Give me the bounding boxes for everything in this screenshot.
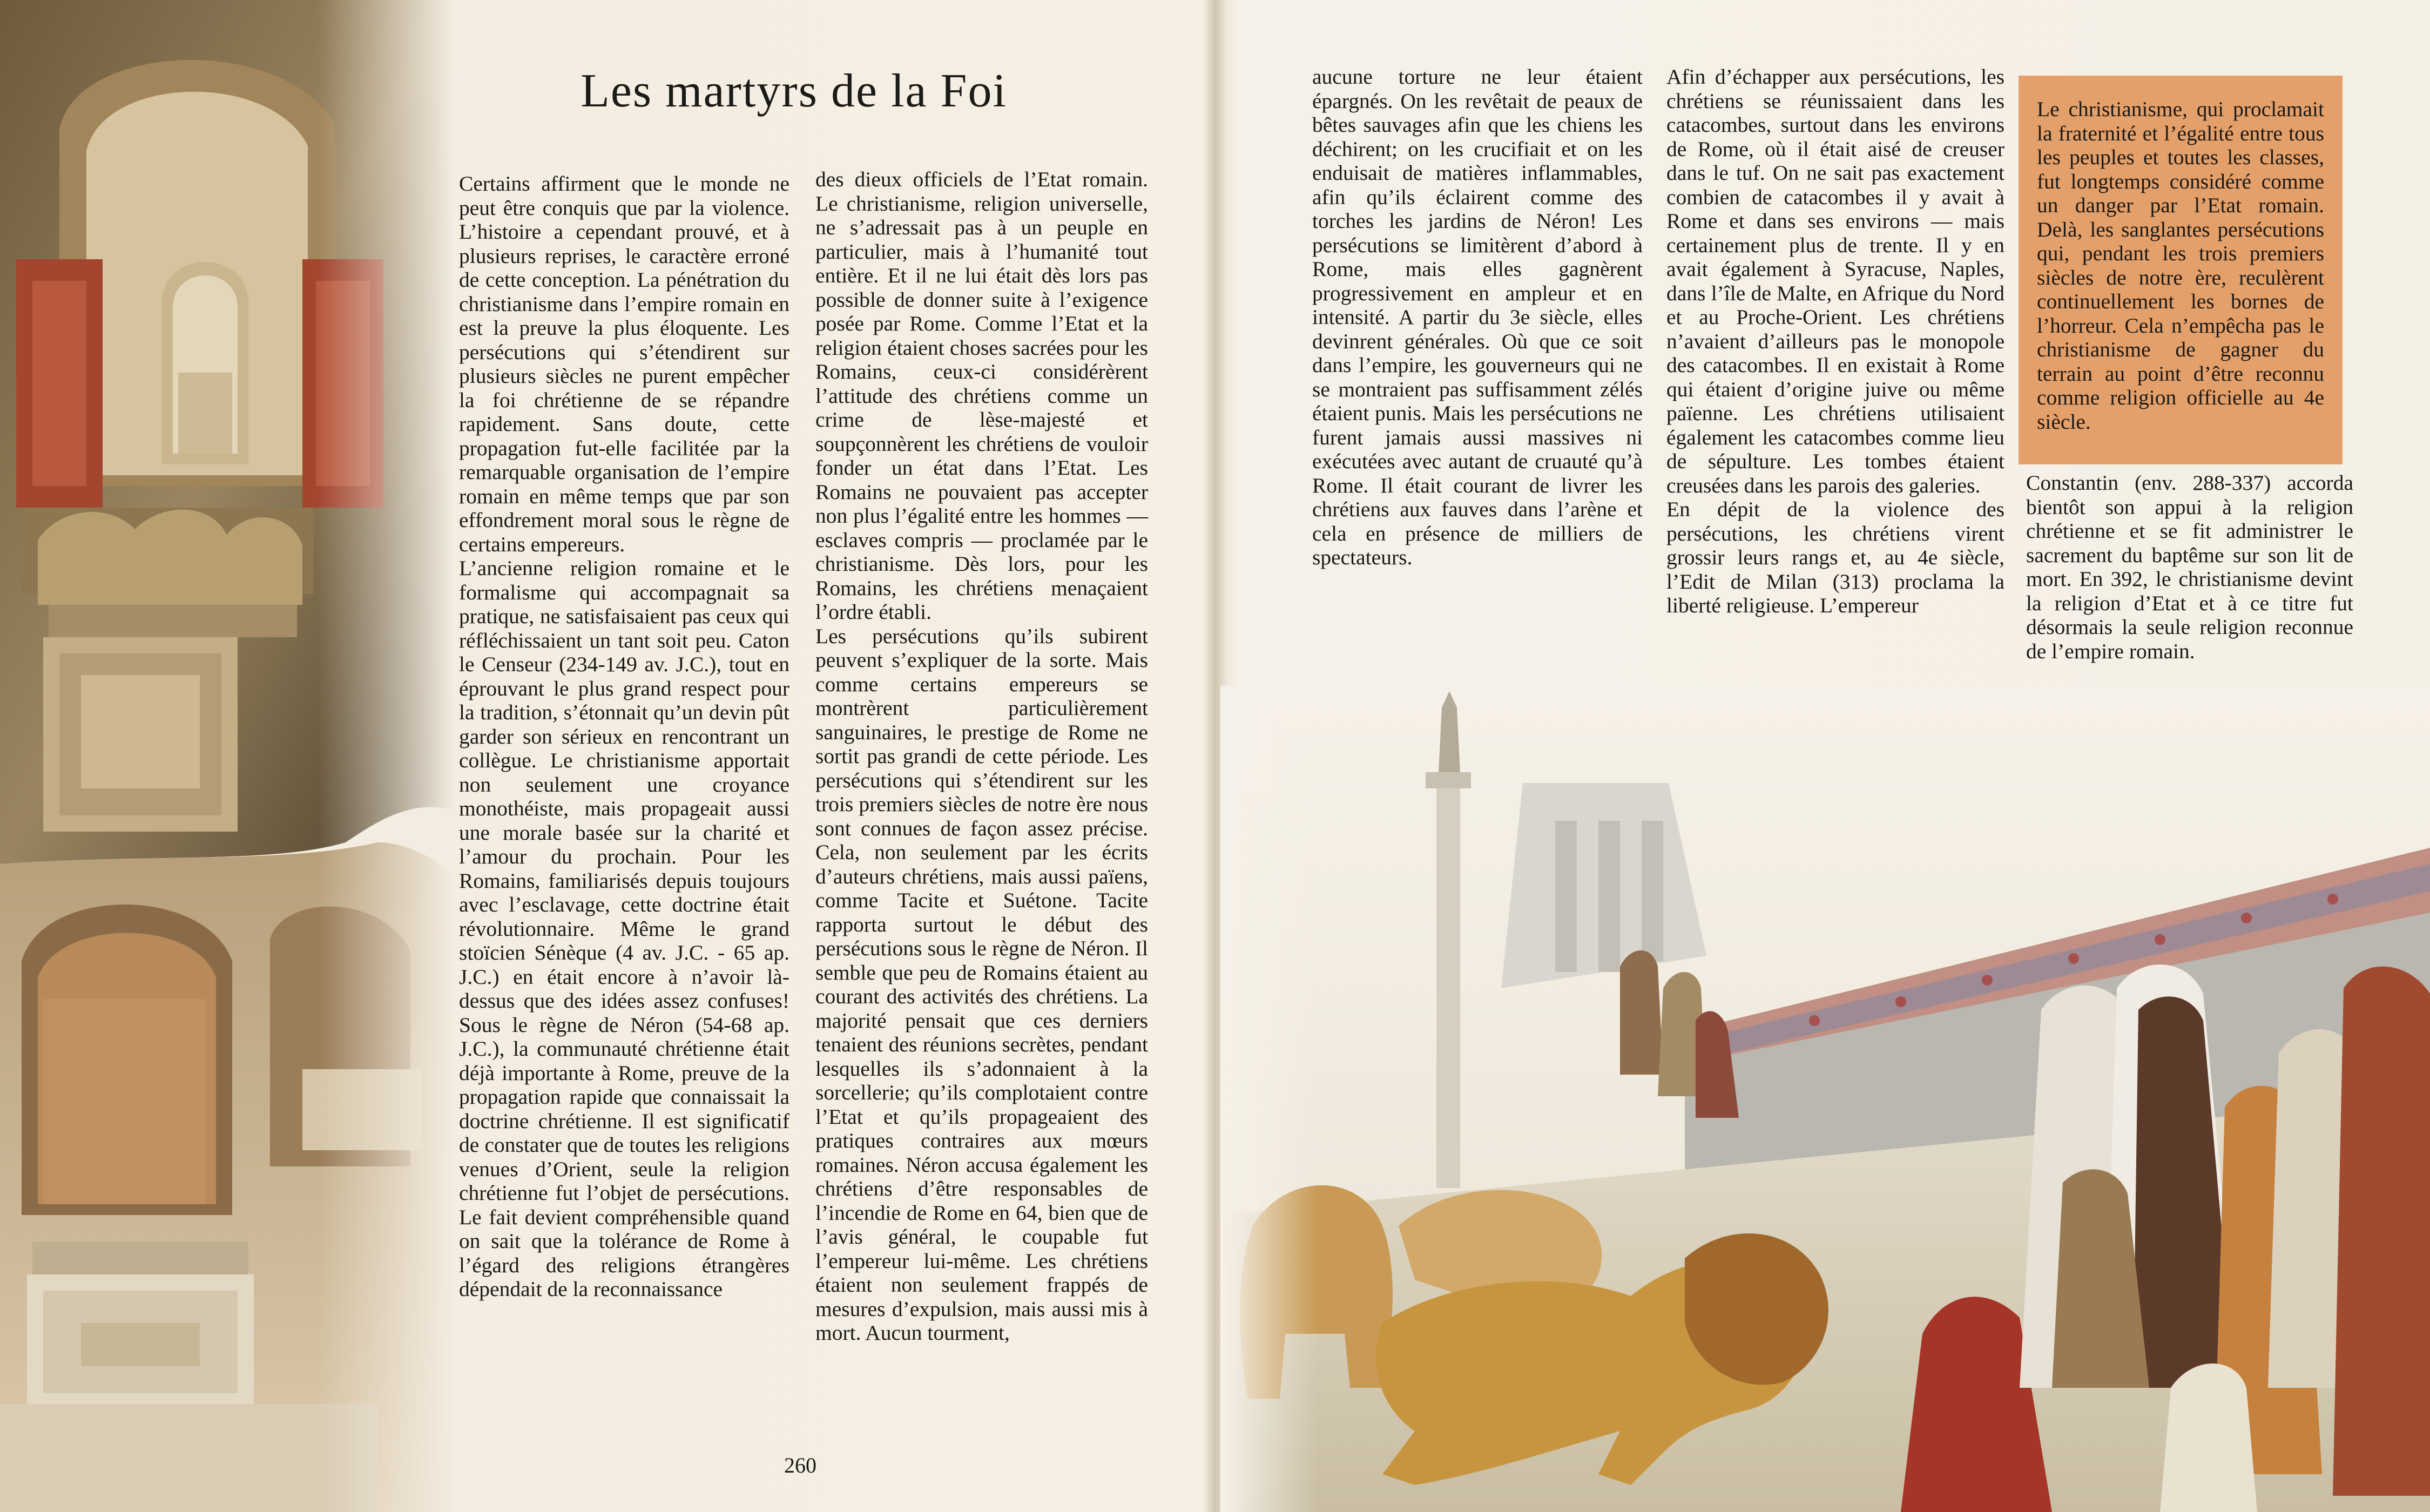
page-number: 260 (784, 1453, 816, 1477)
highlight-text: Le christianisme, qui proclamait la fraternité et l’égalité entre tous les peuples et toutes les classes, fut longtemps considéré comme un danger par l’Etat romain. Delà, les sanglantes persécutions qui, pendant les trois premiers siècles de notre ère, reculèrent continuellement les bornes de l’horreur. Cela n’empêcha pas le christianisme de gagner du terrain au point d’être reconnu comme religion officielle au 4e siècle. (2037, 97, 2324, 434)
page-title: Les martyrs de la Foi (580, 65, 1007, 117)
text-column-3 (1312, 65, 1643, 570)
paragraph: Les persécutions qu’ils subirent peuvent s’expliquer de la sorte. Mais comme certains empereurs se montrèrent particulièrement sanguinaires, le prestige de Rome ne sortit pas grandi de cette période. Les persécutions qui s’étendirent sur les trois premiers siècles de notre ère nous sont connues de façon assez précise. Cela, non seulement par les écrits d’auteurs chrétiens, mais aussi païens, comme Tacite et Suétone. Tacite rapporta surtout le début des persécutions sous le règne de Néron. Il semble que peu de Romains étaient au courant des activités des chrétiens. La majorité pensait que ces derniers tenaient des réunions secrètes, pendant lesquelles ils s’adonnaient à la sorcellerie; qu’ils complotaient contre l’Etat et qu’ils propageaient des pratiques contraires aux mœurs romaines. Néron accusa également les chrétiens d’être responsables de l’incendie de Rome en 64, bien que de l’avis général, le coupable fut l’empereur lui-même. Les chrétiens étaient non seulement frappés de mesures d’expulsion, mais aussi mis à mort. Aucun tourment, (815, 624, 1148, 1345)
arena-illustration (1220, 686, 2430, 1512)
paragraph: Constantin (env. 288-337) accorda bientôt son appui à la religion chrétienne et se fit administrer le sacrement du baptême sur son lit de mort. En 392, le christianisme devint la religion d’Etat et à ce titre fut désormais la seule religion reconnue de l’empire romain. (2026, 471, 2353, 663)
paragraph: Certains affirment que le monde ne peut être conquis que par la violence. L’histoire a cependant prouvé, et à plusieurs reprises, le caractère erroné de cette conception. La pénétration du christianisme dans l’empire romain en est la preuve la plus éloquente. Les persécutions qui s’étendirent sur plusieurs siècles ne purent empêcher la foi chrétienne de se répandre rapidement. Sans doute, cette propagation fut-elle facilitée par la remarquable organisation de l’empire romain en même temps que par son effondrement moral sous le règne de certains empereurs. (459, 172, 789, 556)
paragraph: Afin d’échapper aux persécutions, les chrétiens se réunissaient dans les catacombes, surtout dans les environs de Rome, où il était aisé de creuser dans le tuf. On ne sait pas exactement combien de catacombes il y avait à Rome et dans ses environs — mais certainement plus de trente. Il y en avait également à Syracuse, Naples, dans l’île de Malte, en Afrique du Nord et au Proche-Orient. Les chrétiens n’avaient d’ailleurs pas le monopole des catacombes. Il en existait à Rome qui étaient d’origine juive ou même païenne. Les chrétiens utilisaient également les catacombes comme lieu de sépulture. Les tombes étaient creusées dans les parois des galeries. (1666, 65, 2004, 497)
text-column-4 (1666, 65, 2004, 618)
highlight-box (2019, 76, 2343, 464)
text-column-2 (815, 167, 1148, 1345)
paragraph: L’ancienne religion romaine et le formalisme qui accompagnait sa pratique, ne satisfaisaient pas ceux qui réfléchissaient un tant soit peu. Caton le Censeur (234-149 av. J.C.), tout en éprouvant le plus grand respect pour la tradition, s’étonnait qu’un devin pût garder son sérieux en rencontrant un collègue. Le christianisme apportait non seulement une croyance monothéiste, mais propageait aussi une morale basée sur la charité et l’amour du prochain. Pour les Romains, familiarisés depuis toujours avec l’esclavage, cette doctrine était révolutionnaire. Même le grand stoïcien Sénèque (4 av. J.C. - 65 ap. J.C.) en était encore à n’avoir là-dessus que des idées assez confuses! Sous le règne de Néron (54-68 ap. J.C.), la communauté chrétienne était déjà importante à Rome, preuve de la propagation rapide que connaissait la doctrine chrétienne. Il est significatif de constater que de toutes les religions venues d’Orient, seule la religion chrétienne fut l’objet de persécutions. Le fait devient compréhensible quand on sait que la tolérance de Rome à l’égard des religions étrangères dépendait de la reconnaissance (459, 556, 789, 1301)
text-column-5 (2026, 471, 2353, 663)
arena-illustration-art (1220, 686, 2430, 1512)
paragraph: aucune torture ne leur étaient épargnés. On les revêtait de peaux de bêtes sauvages afin que les chiens les déchirent; on les crucifiait et on les enduisait de matières inflammables, afin qu’ils éclairent comme des torches les jardins de Néron! Les persécutions se limitèrent d’abord à Rome, mais elles gagnèrent progressivement en ampleur et en intensité. A partir du 3e siècle, elles devinrent générales. Où que ce soit dans l’empire, les gouverneurs qui ne se montraient pas suffisamment zélés étaient punis. Mais les persécutions ne furent jamais aussi massives ni exécutées avec autant de cruauté qu’à Rome. Il était courant de livrer les chrétiens aux fauves dans l’arène et cela en présence de milliers de spectateurs. (1312, 65, 1643, 569)
text-column-1 (459, 172, 789, 1301)
paragraph: des dieux officiels de l’Etat romain. Le christianisme, religion universelle, ne s’adressait pas à un peuple en particulier, mais à l’humanité tout entière. Et il ne lui était dès lors pas possible de donner suite à l’exigence posée par Rome. Comme l’Etat et la religion étaient choses sacrées pour les Romains, ceux-ci considérèrent l’attitude des chrétiens comme un crime de lèse-majesté et soupçonnèrent les chrétiens de vouloir fonder un état dans l’Etat. Les Romains ne pouvaient pas accepter non plus l’égalité entre les hommes — esclaves compris — proclamée par le christianisme. Dès lors, pour les Romains, les chrétiens menaçaient l’ordre établi. (815, 167, 1148, 624)
paragraph: En dépit de la violence des persécutions, les chrétiens virent grossir leurs rangs et, au 4e siècle, l’Edit de Milan (313) proclama la liberté religieuse. L’empereur (1666, 497, 2004, 617)
catacomb-illustration (0, 0, 454, 1512)
catacomb-illustration-art (0, 0, 454, 1512)
